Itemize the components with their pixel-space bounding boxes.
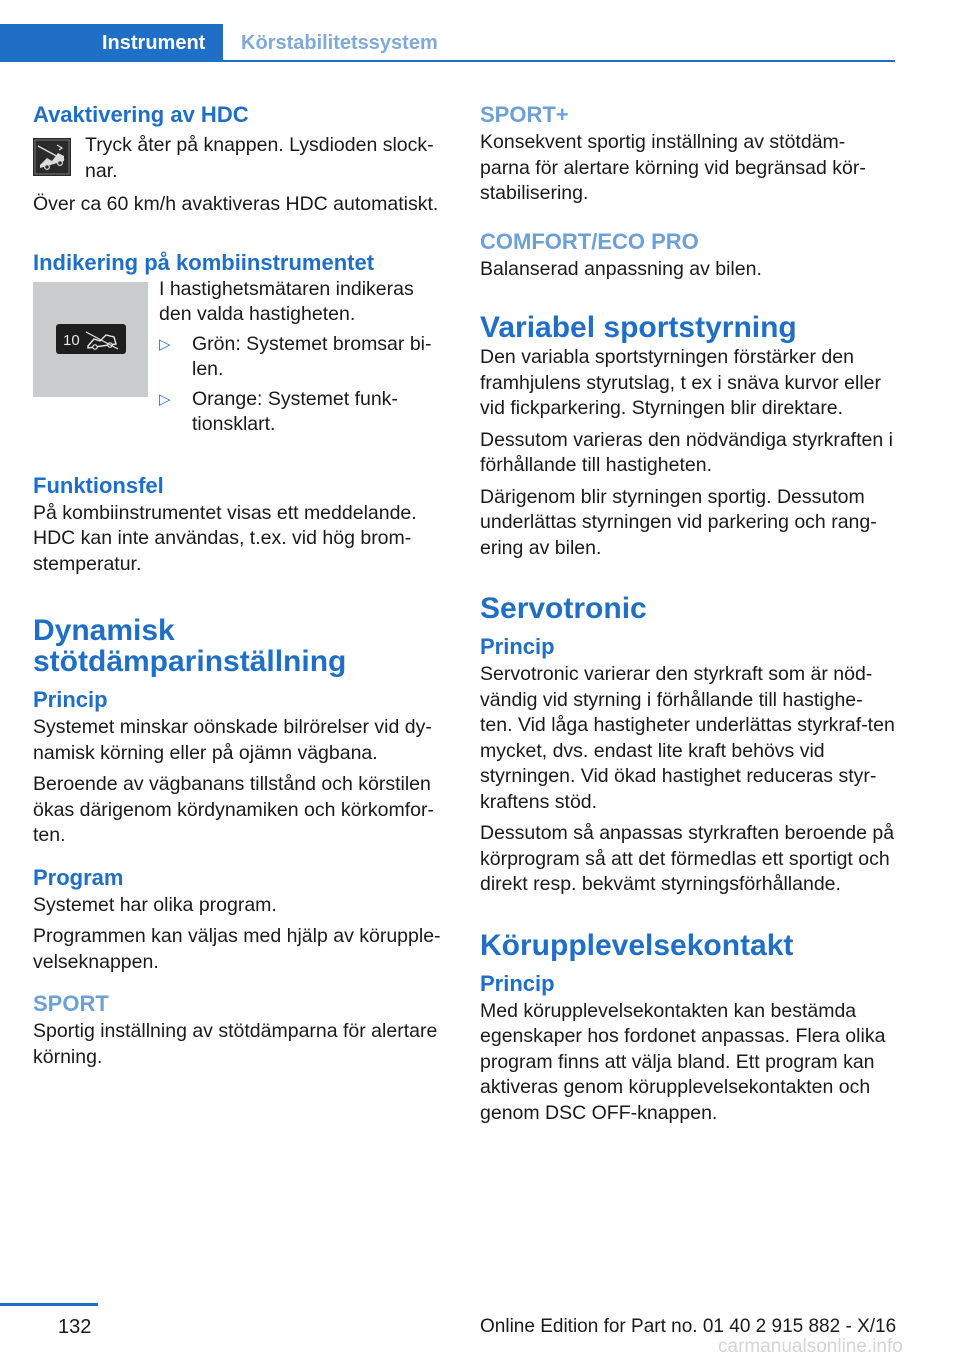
right-column (480, 100, 895, 1126)
steering-p3: Därigenom blir styrningen sportig. Dessutom underlättas styrningen vid parkering och rang-ering av bilen. (480, 485, 877, 559)
program-p2: Programmen kan väljas med hjälp av körupple-velseknappen. (33, 925, 441, 973)
steering-p1: Den variabla sportstyrningen förstärker den framhjulens styrutslag, t ex i snäva kurvor eller vid fickparkering. Styrningen blir direktare. (480, 346, 881, 419)
page-header (0, 0, 895, 62)
triangle-bullet-icon: ▷ (159, 335, 171, 353)
list-item (159, 332, 448, 383)
header-divider (223, 60, 895, 62)
servo-p1: Servotronic varierar den styrkraft som är nöd-vändig vid styrning i förhållande till hastighe-ten. Vid låga hastigheter underlättas styrkraf-ten mycket, dvs. endast lite kraft behövs vid styrningen. Vid ökad hastighet reduceras styr-kraftens stöd. (480, 663, 895, 813)
steering-heading: Variabel sportstyrning (480, 311, 797, 344)
indication-row (33, 277, 448, 438)
hdc-off-row (33, 132, 448, 184)
program-heading: Program (33, 864, 124, 890)
indication-heading: Indikering på kombiinstrumentet (33, 249, 375, 275)
footer-divider (0, 1303, 98, 1306)
edition-text: Online Edition for Part no. 01 40 2 915 882 - X/16 (480, 1316, 897, 1337)
speedometer-indicator-image (33, 282, 148, 397)
triangle-bullet-icon: ▷ (159, 390, 171, 408)
program-p1: Systemet har olika program. (33, 893, 277, 916)
indication-text: I hastighetsmätaren indikeras den valda hastigheten. (159, 277, 414, 325)
hdc-off-heading: Avaktivering av HDC (33, 102, 249, 127)
watermark: carmanualsonline.info (718, 1336, 903, 1357)
tab-instrument[interactable]: Instrument (0, 24, 223, 62)
sport-heading: SPORT (33, 991, 109, 1016)
comfort-heading: COMFORT/ECO PRO (480, 228, 699, 254)
drive-principle-heading: Princip (480, 970, 555, 996)
indication-text-block (159, 277, 448, 438)
drive-heading: Körupplevelsekontakt (480, 928, 794, 962)
hdc-button-icon (33, 138, 71, 176)
hdc-auto-text: Över ca 60 km/h avaktiveras HDC automatiskt. (33, 193, 439, 215)
bullet-green-text: Grön: Systemet bromsar bi-len. (192, 332, 432, 380)
servo-p2: Dessutom så anpassas styrkraften beroende på körprogram så att det förmedlas ett sportigt och direkt resp. bekvämt styrningsförhållande. (480, 822, 895, 895)
principle-p1: Systemet minskar oönskade bilrörelser vid dy-namisk körning eller på ojämn vägbana. (33, 716, 432, 764)
hdc-off-text: Tryck åter på knappen. Lysdioden slock-nar. (85, 134, 434, 182)
indicator-speed-value: 10 (62, 332, 80, 349)
fault-text: På kombiinstrumentet visas ett meddelande. HDC kan inte användas, t.ex. vid hög brom-stemperatur. (33, 501, 417, 575)
comfort-text: Balanserad anpassning av bilen. (480, 257, 762, 280)
principle-p2: Beroende av vägbanans tillstånd och körstilen ökas därigenom kördynamiken och körkomfor-ten. (33, 773, 435, 846)
servo-principle-heading: Princip (480, 634, 555, 659)
steering-p2: Dessutom varieras den nödvändiga styrkraften i förhållande till hastigheten. (480, 428, 893, 476)
principle-heading: Princip (33, 687, 108, 712)
bullet-orange-text: Orange: Systemet funk-tionsklart. (192, 387, 398, 435)
page-number: 132 (58, 1316, 92, 1338)
tab-korstabilitetssystem[interactable]: Körstabilitetssystem (241, 32, 438, 54)
drive-p1: Med körupplevelsekontakten kan bestämda egenskaper hos fordonet anpassas. Flera olika program finns att välja bland. Ett program kan aktiveras genom körupplevelsekontakten och genom DSC OFF-knappen. (480, 999, 886, 1124)
sport-text: Sportig inställning av stötdämparna för alertare körning. (33, 1020, 438, 1068)
list-item (159, 387, 448, 438)
servo-heading: Servotronic (480, 592, 647, 625)
indication-bullet-list (159, 332, 448, 438)
fault-heading: Funktionsfel (33, 472, 164, 498)
damper-heading: Dynamisk stötdämparinställning (33, 614, 347, 678)
sportplus-text: Konsekvent sportig inställning av stötdäm-parna för alertare körning vid begränsad kör-stabilisering. (480, 131, 866, 204)
left-column (33, 100, 448, 1070)
sportplus-heading: SPORT+ (480, 102, 569, 127)
